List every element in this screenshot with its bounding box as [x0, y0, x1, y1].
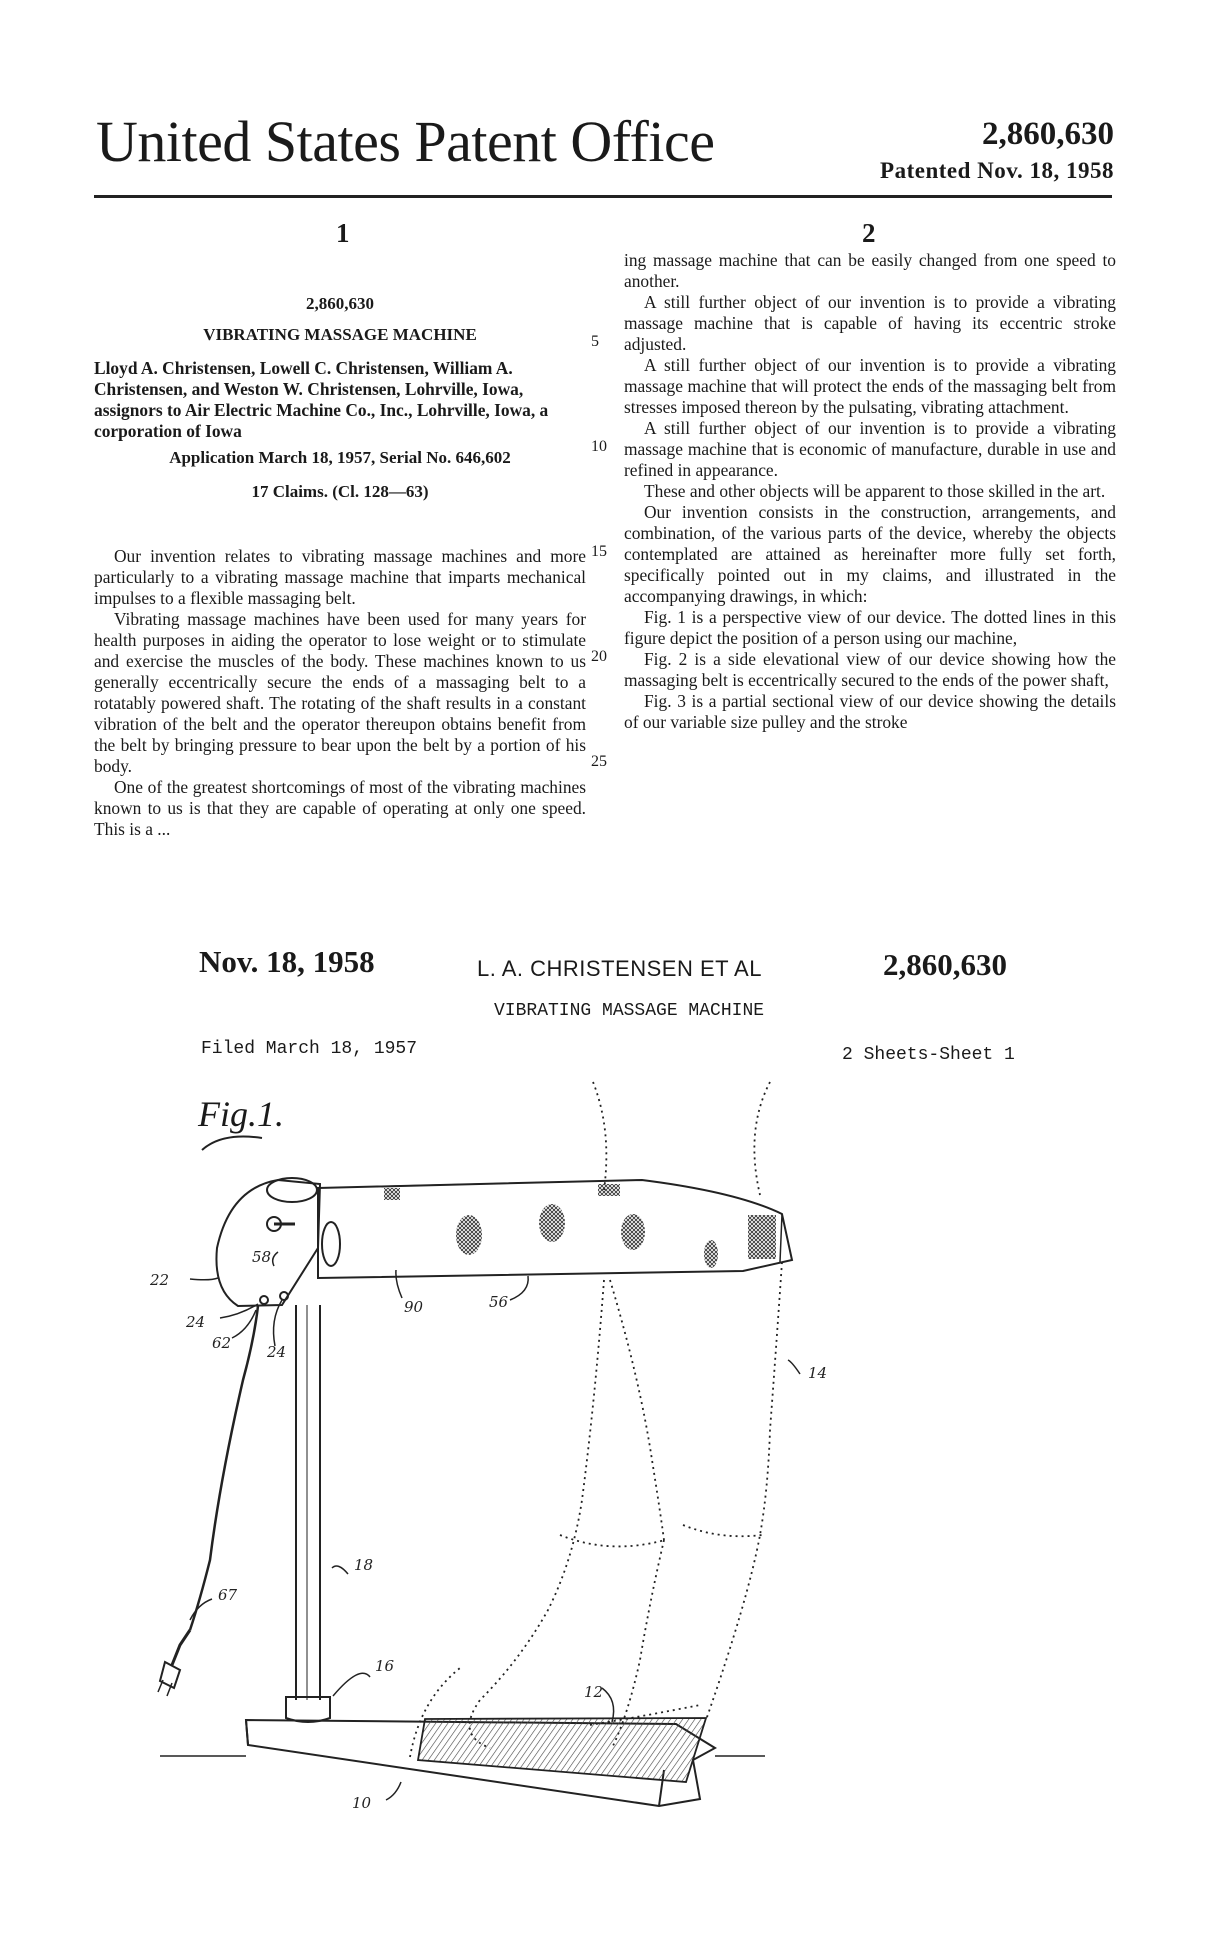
line-number: 10: [591, 438, 607, 455]
ref-numeral: 67: [218, 1586, 238, 1604]
paragraph: Fig. 1 is a perspective view of our device. The dotted lines in this figure depict the position of a person using our machine,: [624, 607, 1116, 648]
application-info: Application March 18, 1957, Serial No. 646,602: [169, 448, 511, 467]
paragraph: ing massage machine that can be easily changed from one speed to another.: [624, 250, 1116, 291]
drawing-patent-number: 2,860,630: [883, 947, 1007, 982]
ref-numeral: 14: [808, 1364, 828, 1382]
paragraph: A still further object of our invention is to provide a vibrating massage machine that is capable of having its eccentric stroke adjusted.: [624, 292, 1116, 354]
paragraph: Fig. 2 is a side elevational view of our device showing how the massaging belt is eccentrically secured to the ends of the power shaft,: [624, 649, 1116, 690]
ref-numeral: 90: [404, 1298, 424, 1316]
paragraph: Fig. 3 is a partial sectional view of our device showing the details of our variable size pulley and the stroke: [624, 691, 1116, 732]
column-number-left: 1: [336, 218, 350, 248]
power-cord: [190, 1306, 258, 1630]
ref-numeral: 10: [352, 1794, 372, 1812]
motor-housing: [216, 1180, 320, 1306]
drawing-date: Nov. 18, 1958: [199, 944, 375, 979]
drawing-inventor: L. A. CHRISTENSEN ET AL: [477, 956, 762, 981]
filed-date: Filed March 18, 1957: [201, 1039, 418, 1059]
ref-numeral: 56: [489, 1293, 509, 1311]
column-number-right: 2: [862, 218, 876, 248]
paragraph: These and other objects will be apparent to those skilled in the art.: [644, 481, 1106, 501]
foot-pad: [418, 1718, 706, 1782]
office-title: United States Patent Office: [96, 109, 715, 174]
line-number: 5: [591, 333, 599, 350]
sheet-count: 2 Sheets-Sheet 1: [842, 1045, 1015, 1065]
column-socket: [286, 1697, 330, 1722]
line-number: 25: [591, 753, 607, 770]
ref-numeral: 12: [584, 1683, 604, 1701]
paragraph: A still further object of our invention is to provide a vibrating massage machine that is economic of manufacture, durable in use and refined in appearance.: [624, 418, 1116, 480]
ref-numeral: 24: [267, 1343, 287, 1361]
ref-numeral: 16: [375, 1657, 395, 1675]
invention-title: VIBRATING MASSAGE MACHINE: [203, 325, 477, 344]
ref-numeral: 62: [212, 1334, 232, 1352]
figure-flourish: [202, 1137, 262, 1151]
paragraph: Our invention relates to vibrating massage machines and more particularly to a vibrating massage machine that imparts mechanical impulses to a flexible massaging belt.: [94, 546, 586, 608]
inventors: Lloyd A. Christensen, Lowell C. Christensen, William A. Christensen, and Weston W. Christensen, Lohrville, Iowa, assignors to Air Electric Machine Co., Inc., Lohrville, Iowa, a corporation of Iowa: [94, 358, 549, 441]
ref-numeral: 24: [186, 1313, 206, 1331]
ref-numeral: 22: [150, 1271, 170, 1289]
paragraph: Vibrating massage machines have been used for many years for health purposes in aiding the operator to lose weight or to stimulate and exercise the muscles of the body. These machines known to us generally eccentrically secure the ends of a massaging belt to a rotatably powered shaft. The rotating of the shaft results in a constant vibration of the belt and the operator thereupon obtains benefit from the belt by bringing pressure to bear upon the belt by a portion of his body.: [94, 609, 586, 776]
figure-label: Fig.1.: [198, 1094, 284, 1134]
column-post: [296, 1305, 320, 1700]
paragraph: One of the greatest shortcomings of most of the vibrating machines known to us is that they are capable of operating at only one speed. This is a ...: [94, 777, 586, 839]
line-number: 20: [591, 648, 607, 665]
paragraph: Our invention consists in the construction, arrangements, and combination, of the various parts of the device, whereby the objects contemplated are attained as hereinafter more fully set forth, specifically pointed out in my claims, and illustrated in the accompanying drawings, in which:: [624, 502, 1116, 606]
person-outline: [410, 1082, 782, 1757]
patent-number: 2,860,630: [982, 116, 1114, 152]
claims-info: 17 Claims. (Cl. 128—63): [251, 482, 429, 501]
left-patent-number: 2,860,630: [306, 294, 374, 313]
power-plug: [160, 1662, 180, 1688]
paragraph: A still further object of our invention is to provide a vibrating massage machine that will protect the ends of the massaging belt from stresses imposed thereon by the pulsating, vibrating attachment.: [624, 355, 1116, 417]
ref-numeral: 58: [252, 1248, 272, 1266]
drawing-title: VIBRATING MASSAGE MACHINE: [494, 1001, 765, 1021]
ref-numeral: 18: [354, 1556, 374, 1574]
line-number: 15: [591, 543, 607, 560]
patented-date: Patented Nov. 18, 1958: [880, 158, 1114, 183]
